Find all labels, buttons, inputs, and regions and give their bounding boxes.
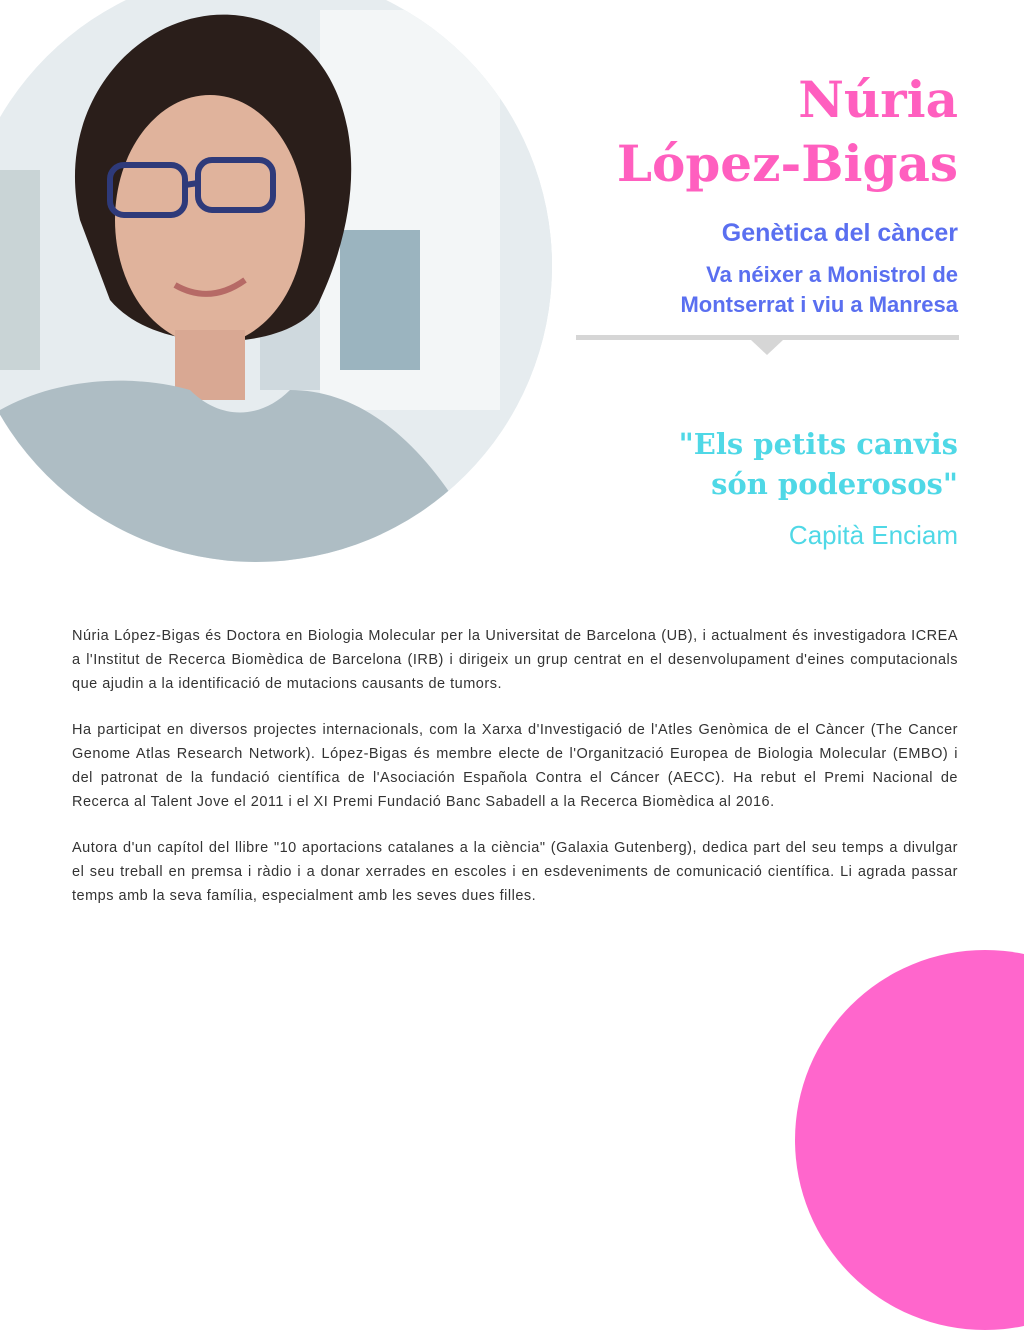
corner-accent-shape — [795, 950, 1024, 1330]
biography — [72, 624, 958, 930]
portrait-photo — [0, 0, 552, 562]
first-name: Núria — [798, 70, 958, 129]
divider-arrow-icon — [751, 340, 783, 355]
bio-paragraph-3: Autora d'un capítol del llibre "10 aportacions catalanes a la ciència" (Galaxia Gutenberg), dedica part del seu temps a divulgar el seu treball en premsa i ràdio i a donar xerrades en escoles i en esdeveniments de comunicació científica. Li agrada passar temps amb la seva família, especialment amb les seves dues filles. — [72, 840, 958, 904]
bio-paragraph-1: Núria López-Bigas és Doctora en Biologia Molecular per la Universitat de Barcelona (UB), i actualment és investigadora ICREA a l'Institut de Recerca Biomèdica de Barcelona (IRB) i dirigeix un grup centrat en el desenvolupament d'eines computacionals que ajudin a la identificació de mutacions causants de tumors. — [72, 628, 958, 692]
birthplace-note: Va néixer a Monistrol de Montserrat i viu a Manresa — [680, 262, 958, 317]
bio-paragraph-2: Ha participat en diversos projectes internacionals, com la Xarxa d'Investigació de l'Atles Genòmica de el Càncer (The Cancer Genome Atlas Research Network). López-Bigas és membre electe de l'Organització Europea de Biologia Molecular (EMBO) i del patronat de la fundació científica de l'Asociación Española Contra el Cáncer (AECC). Ha rebut el Premi Nacional de Recerca al Talent Jove el 2011 i el XI Premi Fundació Banc Sabadell a la Recerca Biomèdica al 2016. — [72, 722, 958, 810]
research-field: Genètica del càncer — [721, 219, 958, 247]
quote-text: "Els petits canvis són poderosos" — [678, 427, 958, 501]
quote-author: Capità Enciam — [788, 520, 958, 550]
last-name: López-Bigas — [616, 134, 958, 193]
person-name — [617, 68, 958, 196]
